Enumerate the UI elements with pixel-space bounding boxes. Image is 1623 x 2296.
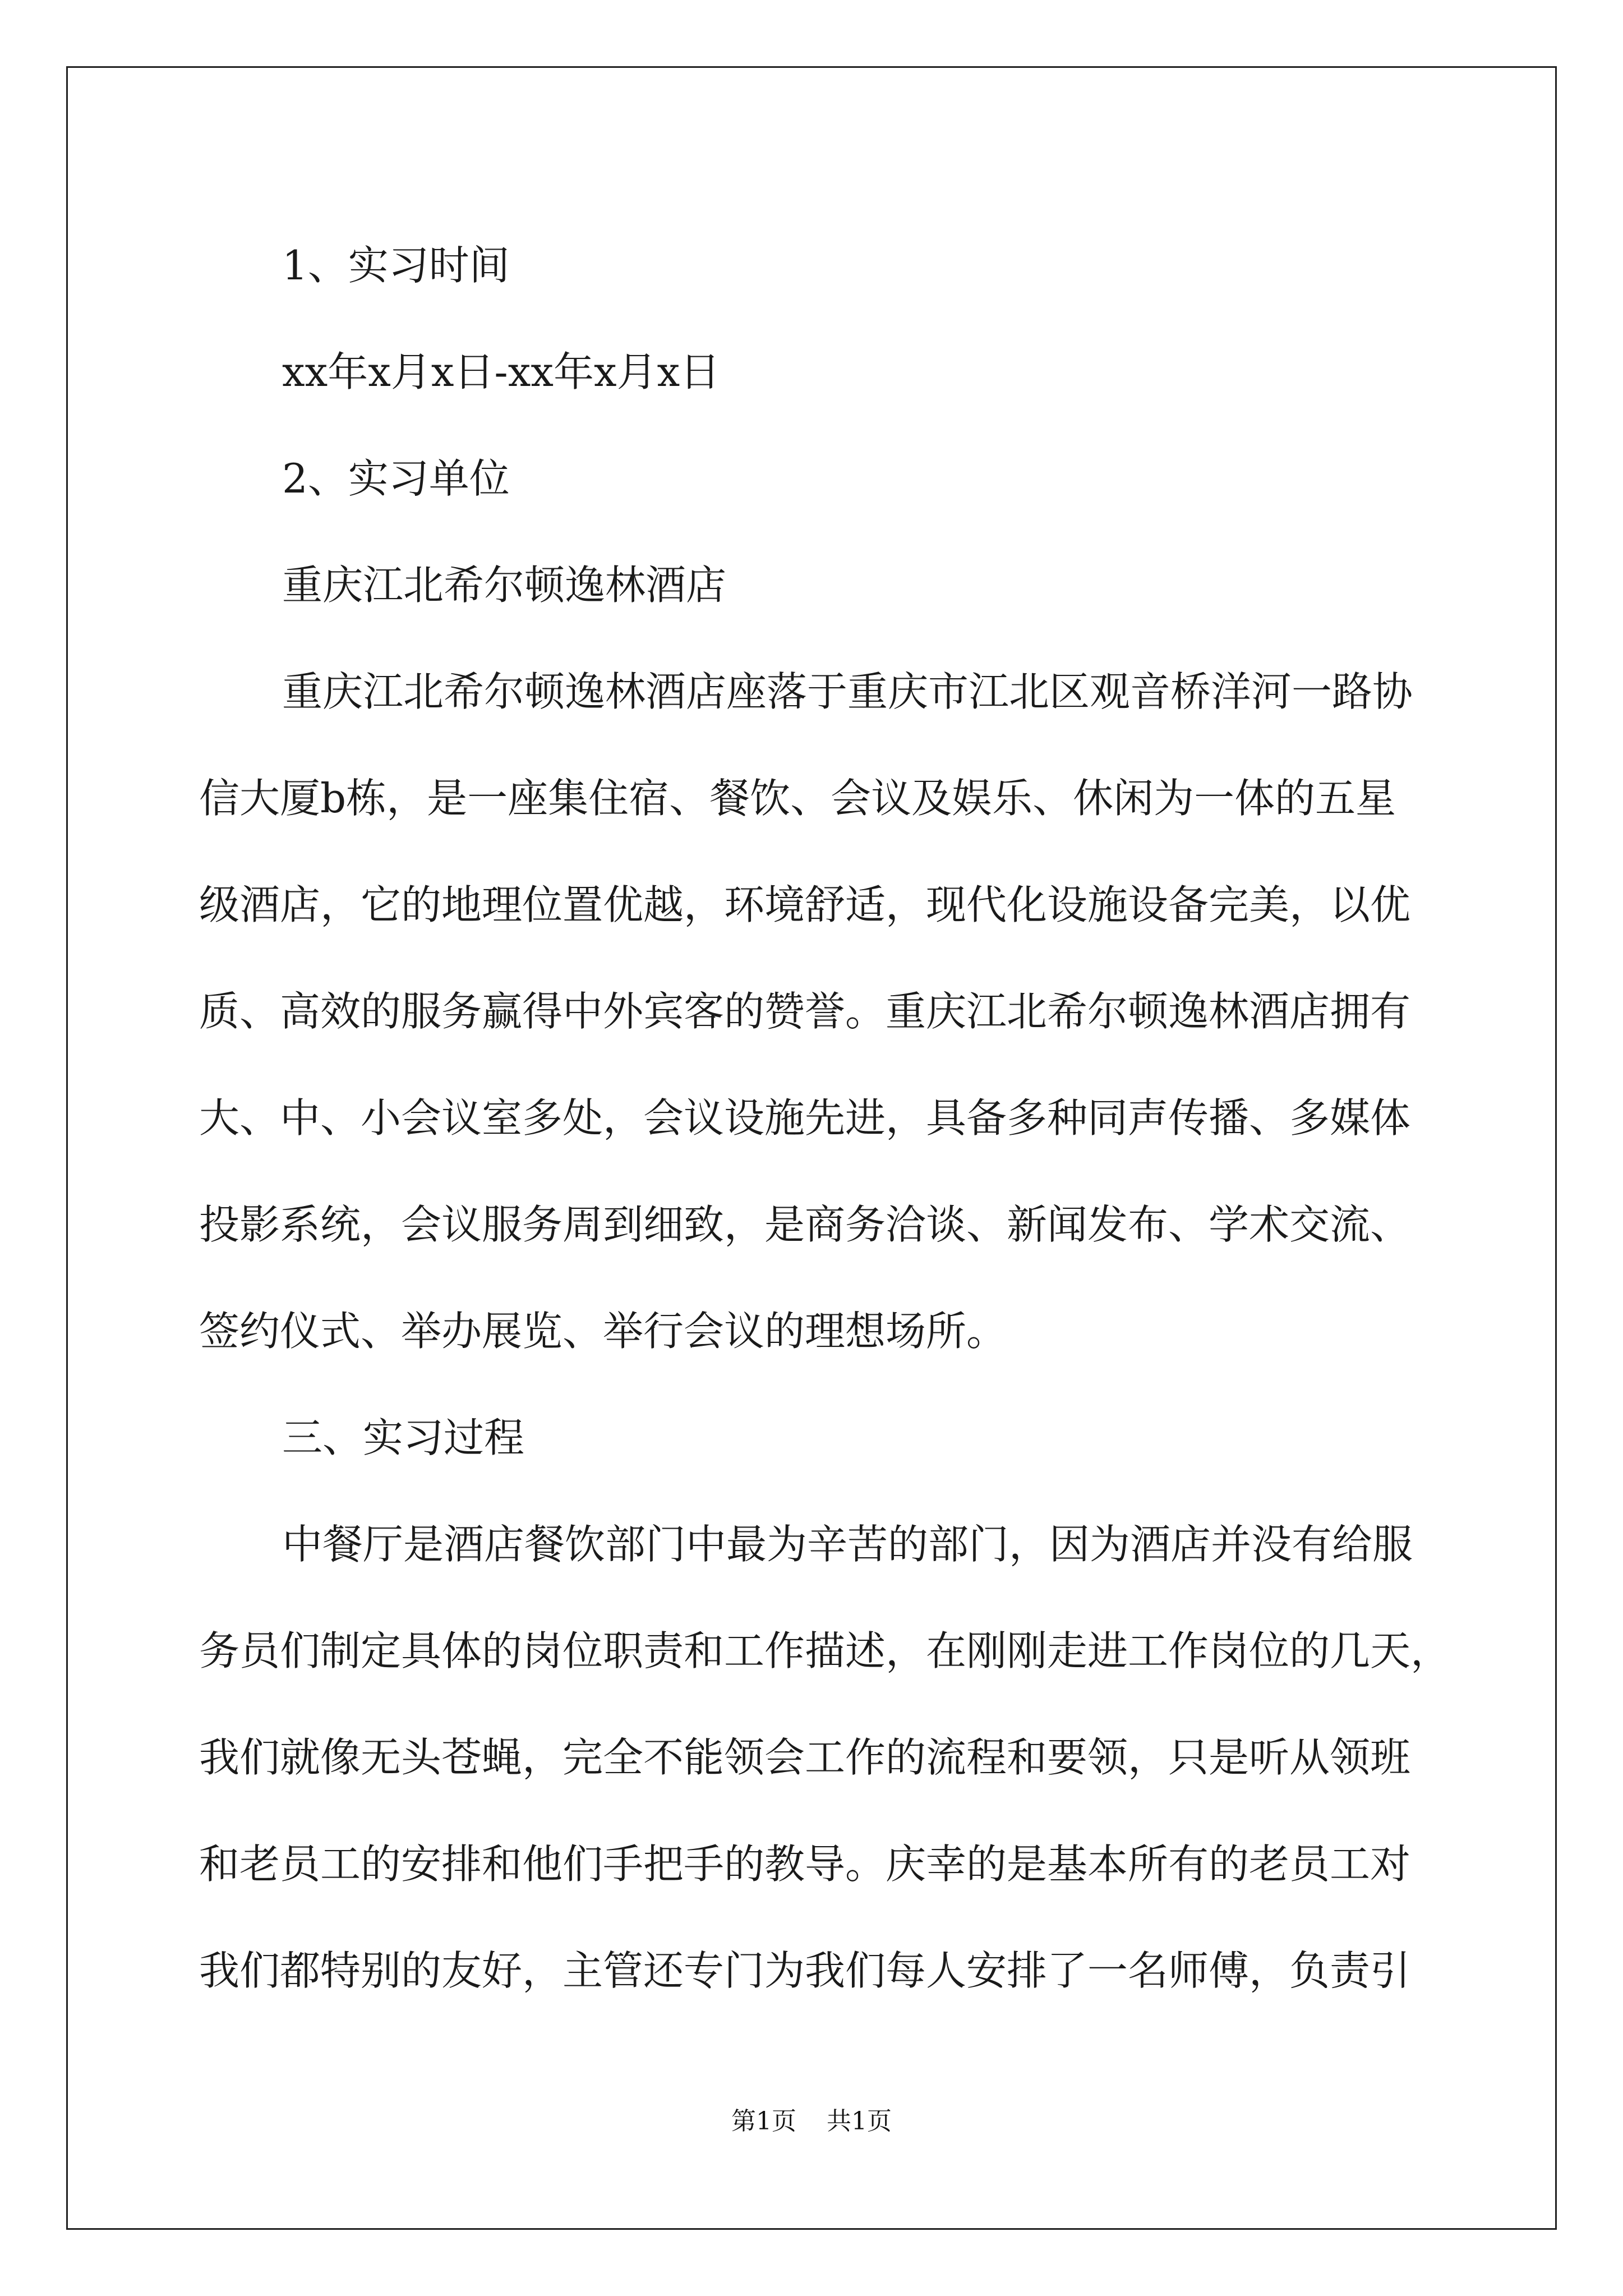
paragraph-line: 我们都特别的友好，主管还专门为我们每人安排了一名师傅，负责引 xyxy=(199,1947,1411,1994)
document-body xyxy=(199,212,1451,2024)
paragraph-line: 我们就像无头苍蝇，完全不能领会工作的流程和要领，只是听从领班 xyxy=(199,1734,1411,1781)
section-heading-internship-unit: 2、实习单位 xyxy=(282,455,510,502)
page-number-current: 第1页 xyxy=(731,2107,796,2136)
paragraph-line: 务员们制定具体的岗位职责和工作描述，在刚刚走进工作岗位的几天， xyxy=(199,1627,1451,1674)
paragraph-line: 大、中、小会议室多处，会议设施先进，具备多种同声传播、多媒体 xyxy=(199,1094,1411,1142)
paragraph-line: 质、高效的服务赢得中外宾客的赞誉。重庆江北希尔顿逸林酒店拥有 xyxy=(199,988,1411,1035)
internship-date-range: xx年x月x日-xx年x月x日 xyxy=(282,348,721,395)
section-heading-internship-process: 三、实习过程 xyxy=(282,1414,525,1461)
paragraph-line: 投影系统，会议服务周到细致，是商务洽谈、新闻发布、学术交流、 xyxy=(199,1201,1411,1248)
section-heading-internship-time: 1、实习时间 xyxy=(282,242,510,289)
internship-unit-name: 重庆江北希尔顿逸林酒店 xyxy=(282,562,727,609)
paragraph-line: 和老员工的安排和他们手把手的教导。庆幸的是基本所有的老员工对 xyxy=(199,1841,1411,1888)
paragraph-line: 信大厦b栋，是一座集住宿、餐饮、会议及娱乐、休闲为一体的五星 xyxy=(199,775,1396,822)
paragraph-line: 级酒店，它的地理位置优越，环境舒适，现代化设施设备完美，以优 xyxy=(199,881,1411,928)
paragraph-line: 中餐厅是酒店餐饮部门中最为辛苦的部门，因为酒店并没有给服 xyxy=(282,1521,1413,1568)
paragraph-line: 签约仪式、举办展览、举行会议的理想场所。 xyxy=(199,1308,1007,1355)
paragraph-line: 重庆江北希尔顿逸林酒店座落于重庆市江北区观音桥洋河一路协 xyxy=(282,668,1413,715)
page-footer xyxy=(0,2105,1623,2138)
page-number-total: 共1页 xyxy=(827,2107,892,2136)
